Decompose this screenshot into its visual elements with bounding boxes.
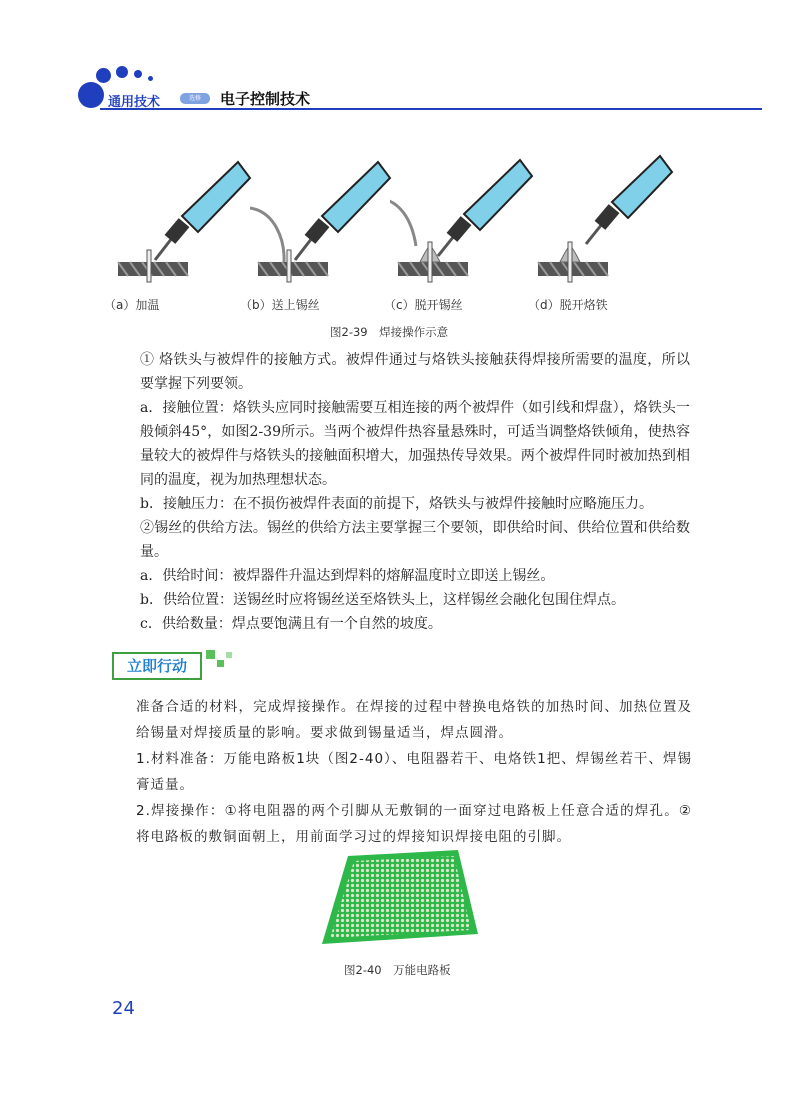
paragraph-text: 1.材料准备：万能电路板1块（图2-40）、电阻器若干、电烙铁1把、焊锡丝若干、焊锡膏适量。	[136, 751, 692, 793]
panel-heating	[110, 150, 255, 290]
panel-remove-solder	[390, 150, 535, 290]
caption-panel-d: （d）脱开烙铁	[528, 298, 608, 312]
header-dot-tiny	[148, 76, 153, 81]
section-deco-square	[226, 652, 232, 658]
page-number: 24	[112, 998, 135, 1019]
header-dot-large	[78, 82, 104, 108]
paragraph-text: a．接触位置：烙铁头应同时接触需要互相连接的两个被焊件（如引线和焊盘），烙铁头一般倾斜45°，如图2-39所示。当两个被焊件热容量悬殊时，可适当调整烙铁倾角，使热容量较大的被焊件与烙铁头的接触面积增大，加强热传导效果。两个被焊件同时被加热到相同的温度，视为加热理想状态。	[140, 400, 690, 488]
book-tag: 选修	[180, 93, 210, 104]
soldering-iron-illustration-c	[390, 150, 535, 290]
soldering-iron-illustration-d	[530, 150, 675, 290]
caption-panel-c: （c）脱开锡丝	[384, 298, 463, 312]
paragraph-supply-amount	[112, 612, 690, 636]
paragraph-text: b．供给位置：送锡丝时应将锡丝送至烙铁头上，这样锡丝会融化包围住焊点。	[140, 592, 625, 608]
header-dot-small	[134, 70, 142, 78]
section-deco-square	[217, 660, 224, 667]
paragraph-contact-position	[112, 396, 690, 492]
paragraph-contact-pressure	[112, 492, 690, 516]
section-title-action: 立即行动	[112, 652, 202, 680]
soldering-iron-illustration-b	[250, 150, 395, 290]
paragraph-solder-supply	[112, 516, 690, 564]
paragraph-text: b．接触压力：在不损伤被焊件表面的前提下，烙铁头与被焊件接触时应略施压力。	[140, 496, 653, 512]
caption-panel-a: （a）加温	[104, 298, 160, 312]
paragraph-operation	[112, 798, 692, 850]
caption-panel-b: （b）送上锡丝	[240, 298, 320, 312]
page-header	[0, 60, 800, 120]
paragraph-text: a．供给时间：被焊器件升温达到焊料的熔解温度时立即送上锡丝。	[140, 568, 555, 584]
paragraph-text: c．供给数量：焊点要饱满且有一个自然的坡度。	[140, 616, 442, 632]
header-rule	[100, 108, 762, 110]
paragraph-contact-method	[112, 348, 690, 396]
perfboard-image	[320, 848, 480, 948]
paragraph-action-intro	[112, 694, 692, 746]
paragraph-text: ① 烙铁头与被焊件的接触方式。被焊件通过与烙铁头接触获得焊接所需要的温度，所以要掌握下列要领。	[140, 352, 690, 392]
paragraph-supply-time	[112, 564, 690, 588]
section-deco-square	[206, 650, 215, 659]
paragraph-text: 2.焊接操作：①将电阻器的两个引脚从无敷铜的一面穿过电路板上任意合适的焊孔。②将电路板的敷铜面朝上，用前面学习过的焊接知识焊接电阻的引脚。	[136, 803, 692, 845]
paragraph-text: ②锡丝的供给方法。锡丝的供给方法主要掌握三个要领，即供给时间、供给位置和供给数量。	[140, 520, 690, 560]
header-dot-medium	[96, 68, 111, 83]
book-label: 通用技术	[108, 95, 161, 110]
paragraph-supply-position	[112, 588, 690, 612]
soldering-iron-illustration-a	[110, 150, 255, 290]
figure-soldering-steps	[100, 150, 700, 340]
header-dot-medium-2	[116, 66, 128, 78]
figure-caption-2-39: 图2-39 焊接操作示意	[330, 325, 449, 339]
chapter-title: 电子控制技术	[220, 90, 311, 108]
panel-remove-iron	[530, 150, 675, 290]
paragraph-materials	[112, 746, 692, 798]
paragraph-text: 准备合适的材料，完成焊接操作。在焊接的过程中替换电烙铁的加热时间、加热位置及给锡量对焊接质量的影响。要求做到锡量适当，焊点圆滑。	[136, 699, 692, 741]
figure-caption-2-40: 图2-40 万能电路板	[344, 963, 451, 977]
panel-feed-solder	[250, 150, 395, 290]
